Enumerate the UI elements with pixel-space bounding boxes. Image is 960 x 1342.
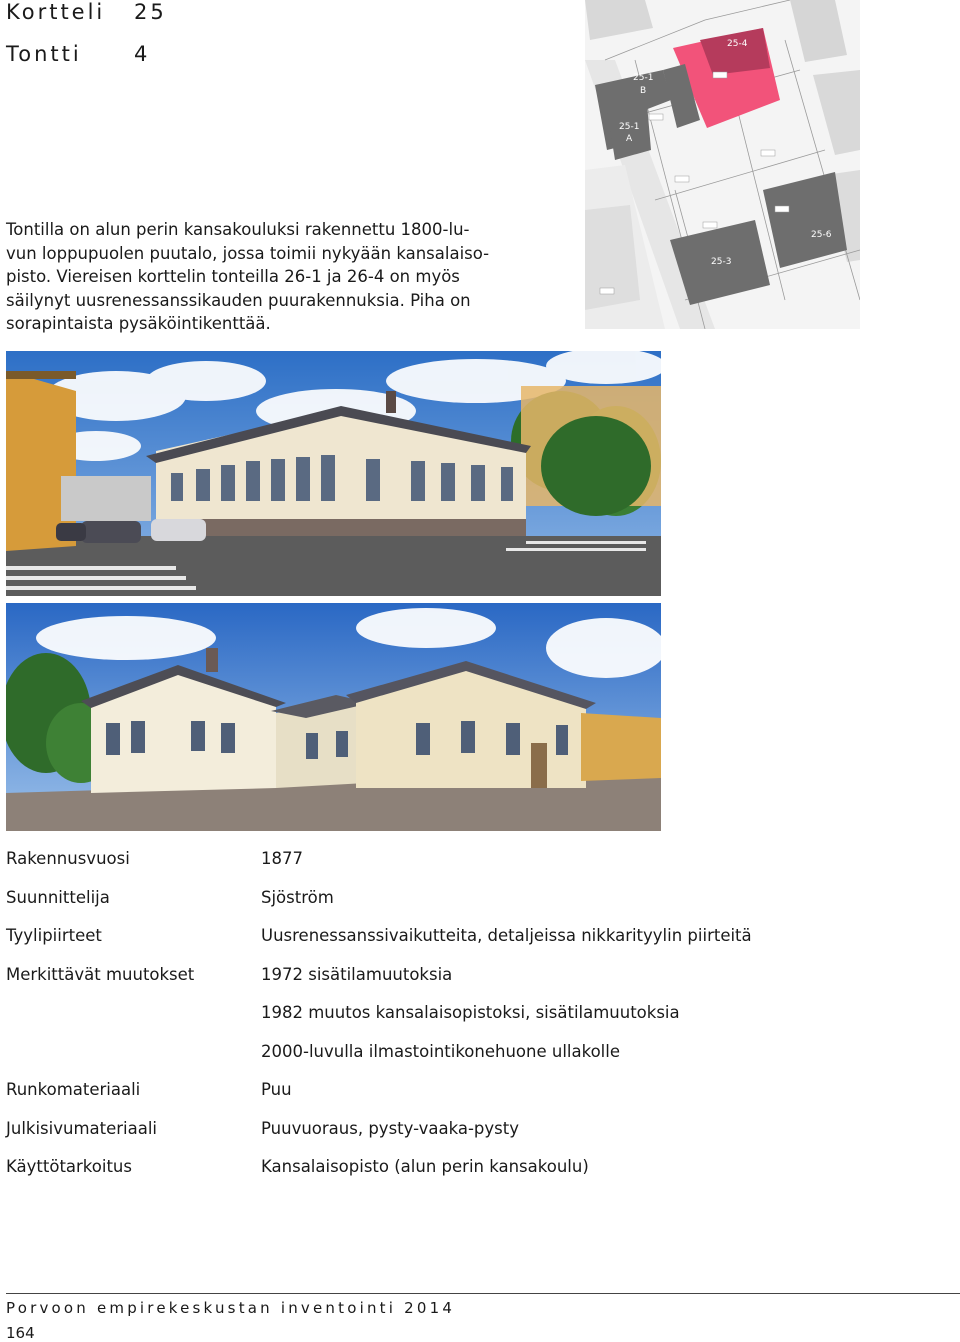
fact-value: 1877 bbox=[261, 849, 303, 868]
courtyard-view-illustration bbox=[6, 603, 661, 831]
map-label-25-3: 25-3 bbox=[711, 257, 732, 267]
fact-label: Julkisivumateriaali bbox=[6, 1118, 158, 1138]
intro-line: pisto. Viereisen korttelin tonteilla 26-1 ja 26-4 on myös bbox=[6, 267, 460, 286]
street-view-photo bbox=[6, 351, 661, 596]
fact-label: Suunnittelija bbox=[6, 887, 110, 907]
map-label-25-6: 25-6 bbox=[811, 230, 832, 240]
fact-value: Uusrenessanssivaikutteita, detaljeissa nikkarityylin piirteitä bbox=[261, 926, 752, 945]
fact-value: Puu bbox=[261, 1080, 292, 1099]
fact-value: 1972 sisätilamuutoksia bbox=[261, 964, 453, 984]
fact-label: Runkomateriaali bbox=[6, 1080, 141, 1099]
footer-title: Porvoon empirekeskustan inventointi 2014 bbox=[6, 1299, 456, 1317]
block-heading bbox=[6, 0, 167, 24]
site-map-drawing bbox=[585, 0, 860, 329]
intro-line: säilynyt uusrenessanssikauden puurakennuksia. Piha on bbox=[6, 290, 471, 310]
lot-heading bbox=[6, 42, 151, 66]
map-label-25-1a: 25-1 bbox=[619, 122, 640, 132]
fact-label: Merkittävät muutokset bbox=[6, 964, 195, 984]
intro-paragraph bbox=[6, 218, 490, 336]
lot-label: Tontti bbox=[6, 42, 82, 66]
intro-line: Tontilla on alun perin kansakouluksi rakennettu 1800-lu- bbox=[6, 220, 470, 239]
street-view-illustration bbox=[6, 351, 661, 596]
fact-label: Tyylipiirteet bbox=[6, 926, 102, 945]
fact-value: 2000-luvulla ilmastointikonehuone ullakolle bbox=[261, 1041, 620, 1061]
intro-line: vun loppupuolen puutalo, jossa toimii nykyään kansalaiso- bbox=[6, 243, 490, 263]
lot-number: 4 bbox=[134, 42, 151, 66]
fact-label: Käyttötarkoitus bbox=[6, 1157, 132, 1176]
site-map bbox=[585, 0, 860, 329]
map-label-25-1b: 25-1 bbox=[633, 73, 654, 83]
footer-divider bbox=[6, 1293, 960, 1294]
courtyard-view-photo bbox=[6, 603, 661, 831]
page-number: 164 bbox=[6, 1324, 35, 1342]
block-number: 25 bbox=[134, 0, 167, 24]
fact-label: Rakennusvuosi bbox=[6, 849, 130, 868]
intro-line: sorapintaista pysäköintikenttää. bbox=[6, 314, 271, 333]
map-label-a: A bbox=[626, 134, 633, 144]
block-label: Kortteli bbox=[6, 0, 106, 24]
fact-value: 1982 muutos kansalaisopistoksi, sisätilamuutoksia bbox=[261, 1003, 680, 1022]
fact-value: Sjöström bbox=[261, 887, 334, 907]
map-label-25-4: 25-4 bbox=[727, 39, 748, 49]
fact-value: Puuvuoraus, pysty-vaaka-pysty bbox=[261, 1118, 520, 1138]
fact-value: Kansalaisopisto (alun perin kansakoulu) bbox=[261, 1157, 589, 1176]
map-label-b: B bbox=[640, 86, 647, 96]
